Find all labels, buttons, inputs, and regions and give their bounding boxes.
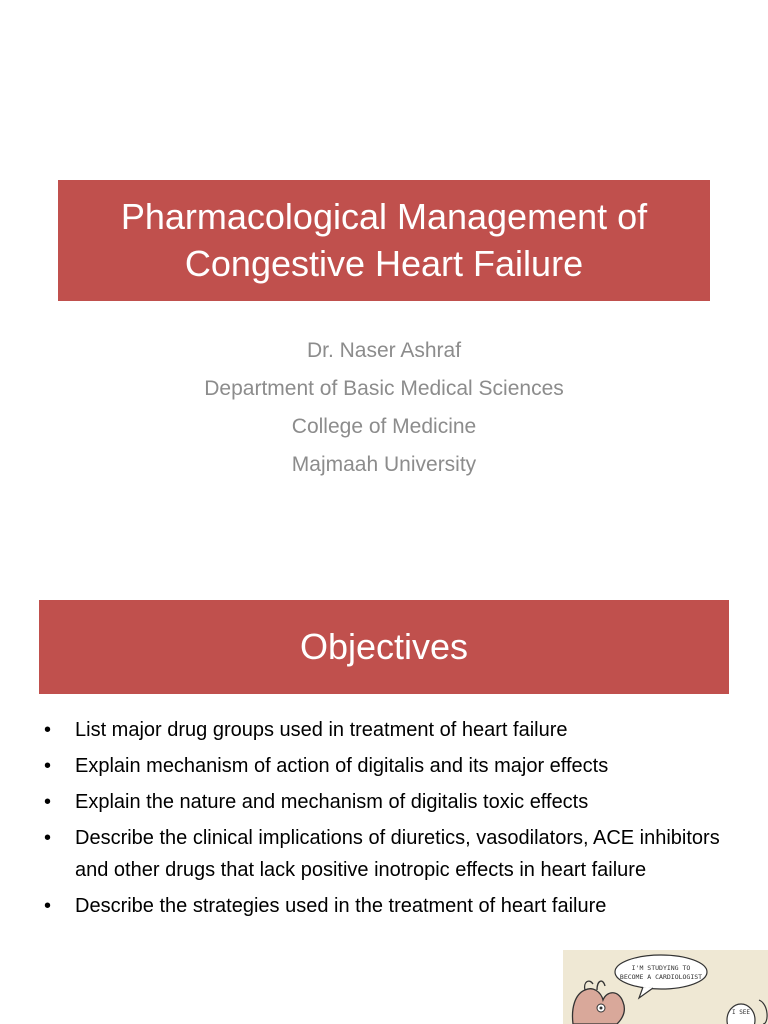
university-name: Majmaah University: [291, 453, 477, 476]
list-item-text: Explain mechanism of action of digitalis and its major effects: [75, 755, 609, 777]
bullet-icon: •: [44, 719, 52, 741]
objectives-list: [44, 714, 744, 926]
author-name: Dr. Naser Ashraf: [306, 339, 462, 362]
bullet-icon: •: [44, 895, 52, 917]
svg-text:BECOME A CARDIOLOGIST: BECOME A CARDIOLOGIST: [619, 973, 703, 981]
subtitle-block: [0, 332, 768, 484]
list-item-text: Describe the strategies used in the treatment of heart failure: [75, 895, 607, 917]
bullet-icon: •: [44, 791, 52, 813]
college-name: College of Medicine: [291, 415, 477, 438]
list-item-text: Describe the clinical implications of diuretics, vasodilators, ACE inhibitors and other drugs that lack positive inotropic effects in heart failure: [75, 827, 720, 881]
list-item: [44, 890, 744, 922]
list-item: [44, 786, 744, 818]
list-item-text: List major drug groups used in treatment of heart failure: [75, 719, 568, 741]
title-banner: [58, 180, 710, 301]
heart-cartoon-icon: [563, 950, 768, 1024]
department-name: Department of Basic Medical Sciences: [204, 377, 564, 400]
list-item: [44, 822, 744, 886]
bullet-icon: •: [44, 827, 52, 849]
bullet-icon: •: [44, 755, 52, 777]
objectives-heading: Objectives: [299, 626, 469, 667]
svg-text:I SEE: I SEE: [731, 1009, 751, 1016]
list-item-text: Explain the nature and mechanism of digitalis toxic effects: [75, 791, 589, 813]
svg-text:I'M STUDYING TO: I'M STUDYING TO: [631, 964, 691, 972]
title-line-1: Pharmacological Management of: [120, 195, 648, 237]
heart-cartoon-image: [563, 950, 768, 1024]
objectives-banner: [39, 600, 729, 694]
list-item: [44, 750, 744, 782]
title-line-2: Congestive Heart Failure: [184, 242, 584, 284]
list-item: [44, 714, 744, 746]
